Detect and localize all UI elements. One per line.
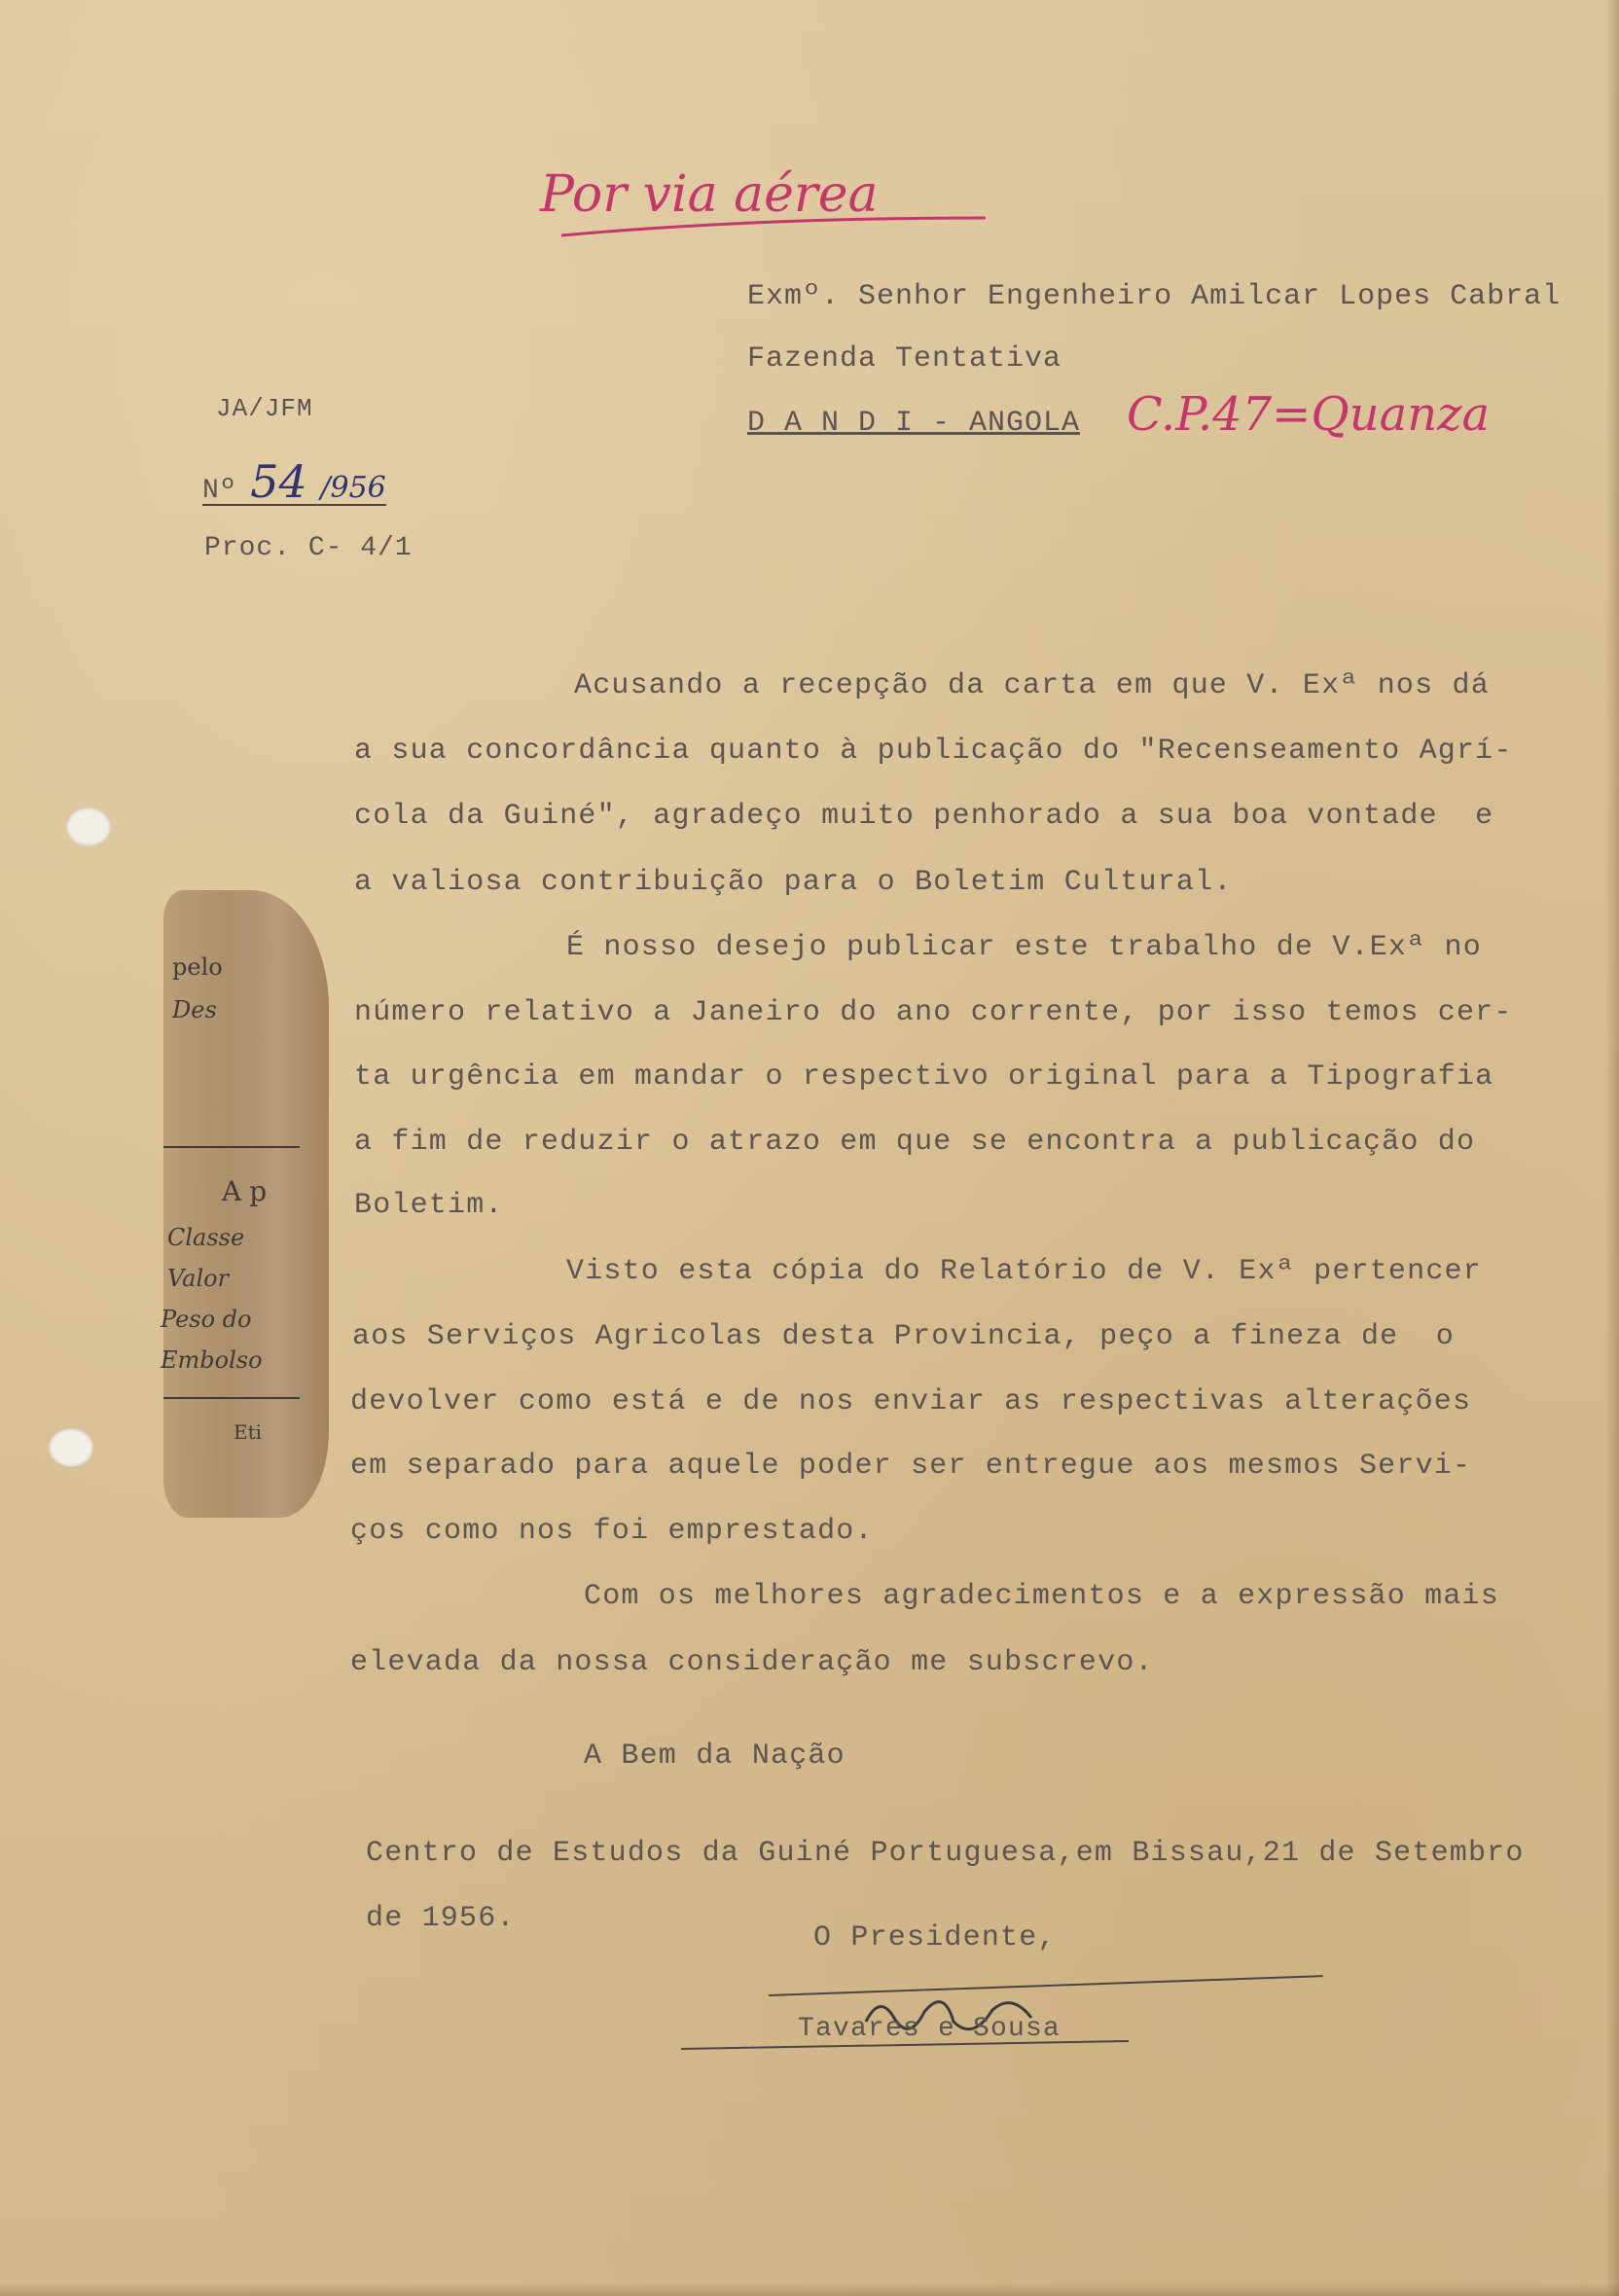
salutation: A Bem da Nação — [584, 1740, 845, 1773]
punch-hole — [66, 807, 111, 846]
stain-text: Eti — [234, 1420, 263, 1444]
body-line: a sua concordância quanto à publicação do "Recenseamento Agrí- — [354, 735, 1513, 768]
body-line: em separado para aquele poder ser entregue aos mesmos Servi- — [350, 1450, 1472, 1483]
body-line: Com os melhores agradecimentos e a expressão mais — [584, 1580, 1499, 1613]
body-line: É nosso desejo publicar este trabalho de V.Exª no — [566, 931, 1482, 964]
punch-hole — [49, 1428, 93, 1467]
stain-rule — [163, 1146, 300, 1148]
stain-text: Valor — [167, 1265, 230, 1292]
number-year: /956 — [320, 471, 386, 505]
stain-text: Des — [172, 996, 217, 1023]
handwritten-number: 54 — [250, 455, 307, 508]
addressee-line-2: Fazenda Tentativa — [747, 342, 1062, 376]
body-line: número relativo a Janeiro do ano corrente, por isso temos cer- — [354, 996, 1513, 1029]
body-line: Boletim. — [354, 1189, 504, 1222]
body-line: aos Serviços Agricolas desta Provincia, peço a fineza de o — [352, 1320, 1455, 1353]
body-line: Visto esta cópia do Relatório de V. Exª pertencer — [566, 1255, 1482, 1288]
handwritten-postal-note: C.P.47=Quanza — [1127, 387, 1491, 442]
body-line: elevada da nossa consideração me subscrevo. — [350, 1646, 1154, 1679]
body-line: ta urgência em mandar o respectivo original para a Tipografia — [354, 1060, 1494, 1094]
place-date-line-2: de 1956. — [366, 1902, 516, 1935]
document-number — [202, 455, 386, 506]
stain-text: Ap — [222, 1175, 275, 1207]
handwritten-underline — [559, 212, 988, 241]
reference-code: JA/JFM — [216, 394, 313, 423]
body-line: a fim de reduzir o atrazo em que se encontra a publicação do — [354, 1126, 1476, 1159]
addressee-line-3: D A N D I - ANGOLA — [747, 407, 1081, 440]
process-reference: Proc. C- 4/1 — [204, 533, 413, 563]
signatory-title: O Presidente, — [813, 1921, 1057, 1955]
stain-text: Classe — [167, 1224, 245, 1251]
page-edge-shadow-bottom — [0, 2282, 1619, 2296]
body-line: cola da Guiné", agradeço muito penhorado a sua boa vontade e — [354, 800, 1494, 833]
body-line: Acusando a recepção da carta em que V. Exª nos dá — [574, 669, 1490, 702]
body-line: a valiosa contribuição para o Boletim Cultural. — [354, 866, 1233, 899]
addressee-line-1: Exmº. Senhor Engenheiro Amilcar Lopes Cabral — [747, 280, 1562, 313]
signatory-name: Tavares e Sousa — [798, 2014, 1061, 2044]
stain-text: Embolso — [161, 1346, 263, 1374]
stain-text: pelo — [172, 953, 223, 981]
place-date-line-1: Centro de Estudos da Guiné Portuguesa,em Bissau,21 de Setembro — [366, 1837, 1525, 1870]
handwritten-air-mail-note: Por via aérea — [540, 165, 879, 224]
body-line: devolver como está e de nos enviar as respectivas alterações — [350, 1385, 1472, 1418]
number-prefix: Nº — [202, 476, 237, 506]
stain-text: Peso do — [161, 1306, 252, 1333]
stain-rule — [163, 1397, 300, 1399]
page-edge-shadow — [1605, 0, 1619, 2296]
body-line: ços como nos foi emprestado. — [350, 1515, 874, 1548]
